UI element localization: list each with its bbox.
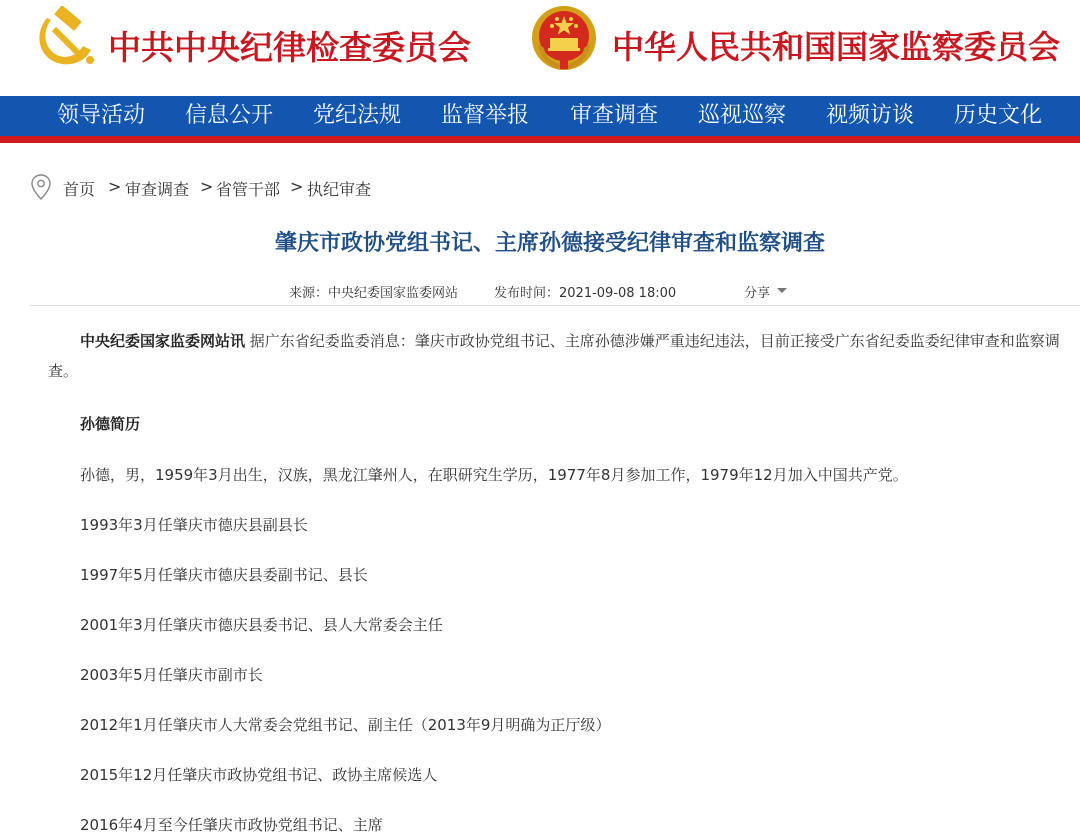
site-header [0,0,1080,96]
location-pin-icon [30,173,52,201]
breadcrumb-investigation[interactable]: 审查调查 [125,180,190,199]
breadcrumb-separator: > [290,177,304,196]
bio-paragraph: 孙德，男，1959年3月出生，汉族，黑龙江肇州人，在职研究生学历，1977年8月参加工作，1979年12月加入中国共产党。 [80,466,908,484]
chevron-down-icon[interactable] [777,288,787,293]
hammer-sickle-icon[interactable] [33,6,97,70]
lead-source-label: 中央纪委国家监委网站讯 [80,332,246,350]
article-title: 肇庆市政协党组书记、主席孙德接受纪律审查和监察调查 [274,231,825,256]
breadcrumb-separator: > [200,177,214,196]
article-publish-time: 发布时间：2021-09-08 18:00 [494,286,677,301]
career-item: 2001年3月任肇庆市德庆县委书记、县人大常委会主任 [80,616,443,634]
nav-item-leadership[interactable]: 领导活动 [57,103,146,128]
career-item: 1993年3月任肇庆市德庆县副县长 [80,516,308,534]
breadcrumb-discipline-review[interactable]: 执纪审查 [307,180,372,199]
career-item: 2012年1月任肇庆市人大常委会党组书记、副主任（2013年9月明确为正厅级） [80,716,611,734]
nav-item-info-disclosure[interactable]: 信息公开 [185,103,274,128]
lead-text: 据广东省纪委监委消息：肇庆市政协党组书记、主席孙德涉嫌严重违纪违法，目前正接受广东省纪委监委纪律审查和监察调查。 [48,332,1060,380]
career-item: 2003年5月任肇庆市副市长 [80,666,263,684]
nsc-title[interactable]: 中华人民共和国国家监察委员会 [612,28,1061,66]
ccdi-title[interactable]: 中共中央纪律检查委员会 [108,28,471,67]
nav-item-history-culture[interactable]: 历史文化 [954,103,1043,128]
national-emblem-icon[interactable] [530,4,598,72]
article-lead-paragraph [48,326,1060,386]
nav-item-video-interview[interactable]: 视频访谈 [826,103,915,128]
share-button[interactable]: 分享 [744,286,771,301]
article-source: 来源：中央纪委国家监委网站 [289,286,459,301]
nav-item-regulations[interactable]: 党纪法规 [313,103,402,128]
nav-item-supervision-report[interactable]: 监督举报 [441,103,530,128]
divider [30,305,1080,306]
breadcrumb-home[interactable]: 首页 [63,180,96,199]
main-nav [0,96,1080,136]
breadcrumb-provincial-cadres[interactable]: 省管干部 [216,180,281,199]
career-item: 1997年5月任肇庆市德庆县委副书记、县长 [80,566,368,584]
breadcrumb-separator: > [108,177,122,196]
career-item: 2015年12月任肇庆市政协党组书记、政协主席候选人 [80,766,438,784]
career-item: 2016年4月至今任肇庆市政协党组书记、主席 [80,816,383,834]
nav-red-stripe [0,136,1080,143]
nav-item-investigation[interactable]: 审查调查 [570,103,659,128]
nav-item-inspection[interactable]: 巡视巡察 [698,103,787,128]
resume-heading: 孙德简历 [80,415,141,433]
